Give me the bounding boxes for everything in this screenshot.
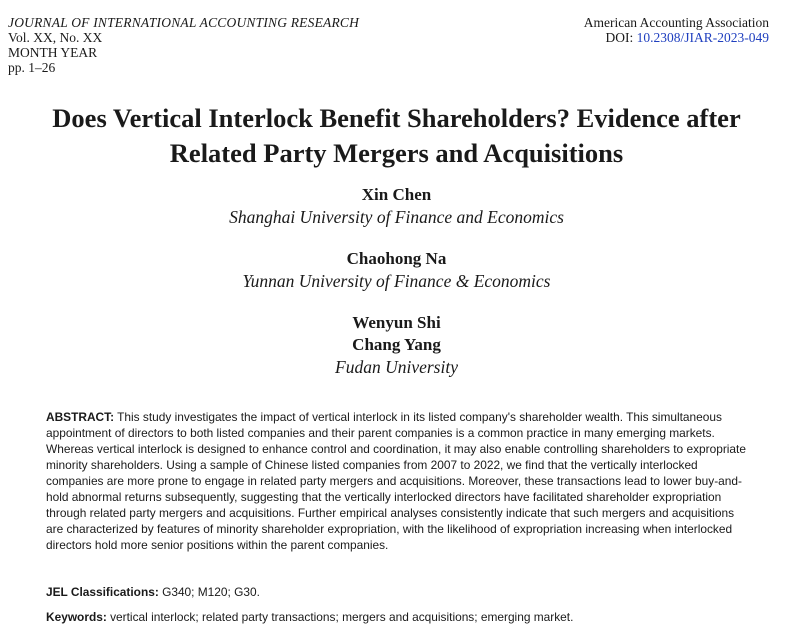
abstract-text: This study investigates the impact of vertical interlock in its listed company's shareholder wealth. This simultaneous appointment of directors to both listed companies and their parent companies is a common practice in many emerging markets. Whereas vertical interlock is designed to enhance control and coordination, it may also enable controlling shareholders to expropriate minority shareholders. Using a sample of Chinese listed companies from 2007 to 2022, we find that the vertically interlocked companies are more prone to engage in related party mergers and acquisitions. Moreover, these transactions lead to lower buy-and-hold abnormal returns subsequently, suggesting that the vertically interlocked directors have facilitated shareholder expropriation through related party mergers and acquisitions. Further empirical analyses consistently indicate that such mergers and acquisitions are characterized by features of minority shareholder expropriation, with the likelihood of expropriation increasing when interlocked directors hold more senior positions within the parent companies. — [46, 410, 746, 552]
author-affiliation: Fudan University — [335, 357, 458, 377]
author-name: Chang Yang — [352, 335, 441, 354]
title-line-1: Does Vertical Interlock Benefit Shareholders? Evidence after — [52, 103, 741, 133]
author-block-3 — [0, 312, 793, 378]
publisher-name: American Accounting Association — [583, 15, 769, 30]
publication-date: MONTH YEAR — [8, 45, 98, 60]
doi-link[interactable]: 10.2308/JIAR-2023-049 — [636, 30, 769, 45]
publisher-header — [584, 15, 769, 45]
author-name: Xin Chen — [361, 185, 432, 204]
author-affiliation: Yunnan University of Finance & Economics — [242, 271, 551, 291]
keywords-label: Keywords: — [46, 610, 107, 624]
jel-value: G340; M120; G30. — [158, 585, 260, 599]
page-range: pp. 1–26 — [8, 60, 56, 75]
doi-line — [584, 30, 769, 45]
paper-title — [0, 101, 793, 171]
author-name: Chaohong Na — [346, 249, 447, 268]
abstract-label: ABSTRACT: — [46, 410, 115, 424]
title-line-2: Related Party Mergers and Acquisitions — [169, 138, 624, 168]
author-block-1 — [0, 184, 793, 228]
keywords — [46, 609, 748, 625]
jel-classifications — [46, 584, 748, 600]
author-block-2 — [0, 248, 793, 292]
author-affiliation: Shanghai University of Finance and Economics — [229, 207, 564, 227]
jel-label: JEL Classifications: — [46, 585, 159, 599]
doi-label: DOI: — [605, 30, 637, 45]
abstract — [46, 409, 748, 553]
journal-name: JOURNAL OF INTERNATIONAL ACCOUNTING RESEARCH — [8, 15, 360, 30]
volume-issue: Vol. XX, No. XX — [8, 30, 103, 45]
author-name: Wenyun Shi — [352, 313, 441, 332]
keywords-value: vertical interlock; related party transactions; mergers and acquisitions; emerging market. — [106, 610, 574, 624]
journal-header — [8, 15, 359, 75]
